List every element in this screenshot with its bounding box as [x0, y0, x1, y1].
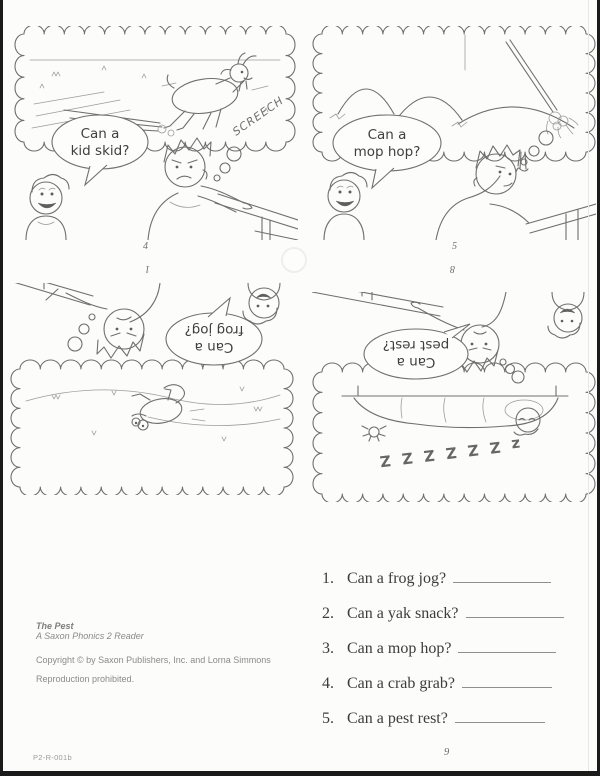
booklet-page-number-8-inverted: 8 [450, 263, 455, 274]
question-number: 5. [322, 710, 334, 727]
question-number: 3. [322, 640, 334, 657]
boy-figure [324, 173, 367, 241]
man-figure [46, 283, 160, 358]
question-row [322, 603, 590, 638]
kid-skid-drawing [12, 26, 298, 240]
thought-cloud [313, 363, 595, 502]
thought-cloud [11, 360, 293, 495]
question-row [322, 673, 590, 708]
sheet-page-number: 9 [444, 747, 450, 758]
speech-bubble [166, 298, 262, 365]
question-number: 1. [322, 570, 334, 587]
book-subtitle: A Saxon Phonics 2 Reader [36, 631, 144, 641]
answer-blank [453, 568, 551, 583]
question-number: 4. [322, 675, 334, 692]
bubble-text: Can a [194, 339, 234, 355]
question-text: Can a frog jog? [347, 570, 447, 587]
bubble-text: kid skid? [70, 143, 130, 159]
booklet-page-number-4: 4 [143, 241, 148, 252]
answer-blank [458, 638, 556, 653]
bubble-text: frog jog? [184, 322, 244, 338]
question-text: Can a yak snack? [347, 605, 459, 622]
panel-mop-hop [310, 26, 596, 240]
bubble-text: mop hop? [353, 144, 421, 160]
boy-figure [26, 175, 69, 241]
frog-jog-drawing [10, 283, 296, 495]
screech-sfx: SCREECH [230, 93, 287, 139]
speech-bubble [333, 115, 441, 188]
bubble-text: Can a [80, 126, 120, 142]
scan-edge-bottom [0, 771, 600, 776]
booklet-page-number-1-inverted: 1 [145, 263, 150, 274]
credits-block [36, 621, 271, 684]
thought-dots [68, 314, 95, 351]
thought-dots [500, 359, 524, 383]
thought-dots [521, 131, 553, 165]
pest-bug [362, 426, 386, 441]
punch-hole-mark [281, 247, 307, 273]
question-text: Can a pest rest? [347, 710, 448, 727]
boy-figure [243, 283, 280, 324]
answer-blank [466, 603, 564, 618]
copyright-line: Copyright © by Saxon Publishers, Inc. and Lorna Simmons [36, 655, 271, 665]
speech-bubble [52, 115, 148, 185]
reproduction-notice: Reproduction prohibited. [36, 674, 135, 684]
product-code: P2-R-001b [33, 753, 72, 762]
desk [10, 283, 93, 305]
man-figure [148, 138, 252, 240]
snore-sfx: z Z Z Z Z Z Z [375, 435, 522, 471]
question-text: Can a crab grab? [347, 675, 455, 692]
man-figure [436, 145, 529, 240]
panel-kid-skid [12, 26, 298, 240]
speech-bubble [364, 324, 470, 379]
bench [526, 204, 596, 240]
answer-blank [455, 708, 545, 723]
desk [215, 194, 298, 240]
book-title: The Pest [36, 621, 74, 631]
bubble-text: pest rest? [382, 337, 450, 353]
scan-edge-left [0, 0, 3, 776]
question-row [322, 708, 590, 743]
page-crease-line [588, 0, 589, 771]
mop-figure [506, 40, 578, 138]
answer-blank [462, 673, 552, 688]
mop-hop-drawing [310, 26, 596, 240]
panel-pest-rest [312, 292, 598, 502]
questions-list [322, 568, 590, 743]
question-row [322, 638, 590, 673]
bubble-text: Can a [367, 127, 407, 143]
thought-dots [214, 147, 241, 181]
frog-figure [132, 385, 205, 430]
bubble-text: Can a [396, 354, 436, 370]
question-row [322, 568, 590, 603]
booklet-page-number-5: 5 [452, 241, 457, 252]
pest-rest-drawing [312, 292, 598, 502]
question-text: Can a mop hop? [347, 640, 452, 657]
panel-frog-jog [10, 283, 296, 495]
desk [312, 292, 443, 316]
question-number: 2. [322, 605, 334, 622]
boy-figure [548, 292, 584, 338]
